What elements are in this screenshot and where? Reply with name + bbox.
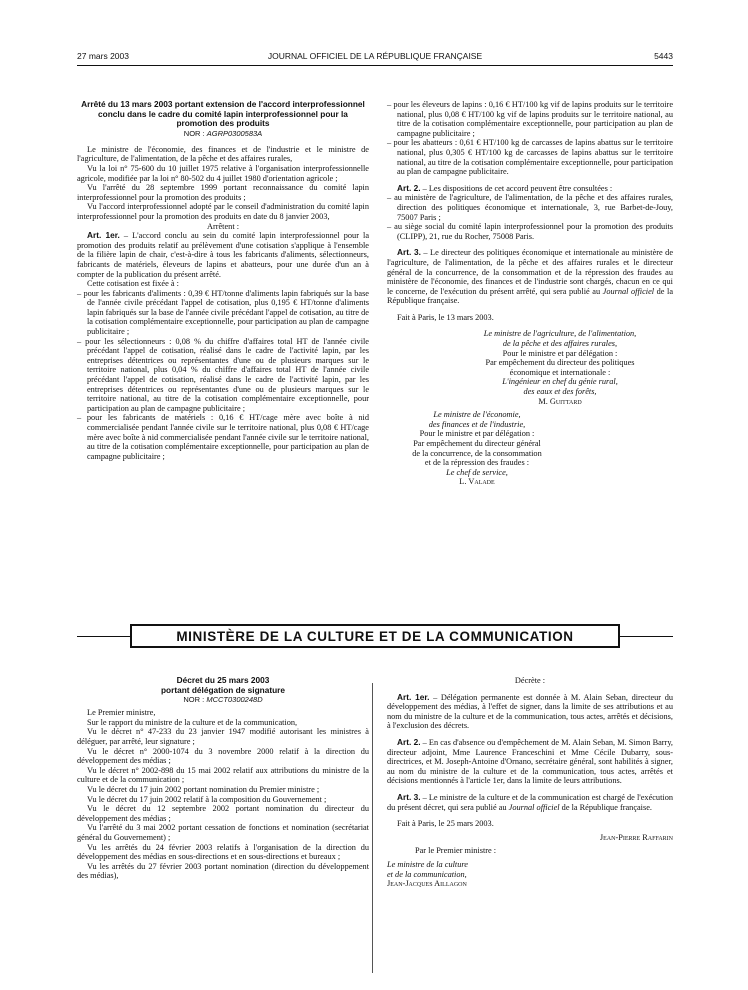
column-divider (372, 683, 373, 973)
decret-article-3: Art. 3. – Le ministre de la culture et de la communication est chargé de l'exécution du présent décret, qui sera publié au Journal officiel de la République française. (387, 791, 673, 812)
signature-block-agriculture: Le ministre de l'agriculture, de l'alimentation, de la pêche et des affaires rurales, Pour le ministre et par délégation : Par empêchement du directeur des politiques économique et internationale : L'ingénieur en chef du génie rural, des eaux et des forêts, M. Guittard (483, 329, 637, 406)
cotisation-item: – pour les sélectionneurs : 0,08 % du chiffre d'affaires total HT de l'année civile précédant l'appel de cotisation, réalisé dans le cadre de l'activité lapin, par les entreprises détentrices ou représentantes d'une ou de plusieurs marques sur le territoire national, plus 0,04 % du chiffre d'affaires total HT de l'année civile précédant l'appel de cotisation, réalisé dans le cadre de l'activité lapin, par les entreprises détentrices ou représentantes d'une ou de plusieurs marques sur le territoire national, au titre de la cotisation complémentaire exceptionnelle, pour participation au plan de campagne publicitaire ; (77, 336, 369, 413)
cotisation-item: – pour les fabricants de matériels : 0,16 € HT/cage mère avec boîte à nid commercialisée pendant l'année civile sur le territoire national, plus 0,08 € HT/cage mère avec boîte à nid commercialisée pendant l'année civile sur le territoire national, au titre de la cotisation complémentaire exceptionnelle, pour participation au plan de campagne publicitaire ; (77, 413, 369, 461)
header-rule (77, 65, 673, 66)
arrete-visa: Le ministre de l'économie, des finances et de l'industrie et le ministre de l'agriculture, de l'alimentation, de la pêche et des affaires rurales, (77, 144, 369, 164)
arrete-article-3: Art. 3. – Le directeur des politiques économique et internationale au ministère de l'agriculture, de l'alimentation, de la pêche et des affaires rurales et le directeur général de la concurrence, de la consommation et de la répression des fraudes au ministère de l'économie, des finances et de l'industrie sont chargés, chacun en ce qui le concerne, de l'exécution du présent arrêté, qui sera publié au Journal officiel de la République française. (387, 247, 674, 306)
decret-visa: Vu les arrêtés du 24 février 2003 relatifs à l'organisation de la direction du développement des médias en sous-directions et en sous-directions et bureaux ; (77, 842, 369, 862)
consultation-place: – au siège social du comité lapin interprofessionnel pour la promotion des produits (CLIPP), 21, rue du Rocher, 75008 Paris. (387, 222, 673, 241)
decret-visa: Vu le décret du 17 juin 2002 relatif à la composition du Gouvernement ; (87, 794, 327, 804)
decret-subtitle: portant délégation de signature (160, 684, 285, 695)
arrete-article-1: Art. 1er. – L'accord conclu au sein du comité lapin interprofessionnel pour la promotion des produits relatif au prélèvement d'une cotisation s'applique à l'ensemble de la filière lapin de chair, c'est-à-dire à tous les fabricants d'aliments, sélectionneurs, fabricants de matériels, éleveurs de lapins et abatteurs, pour une durée d'un an à compter de la publication du présent arrêté. (77, 230, 370, 279)
signature-block-economie: Le ministre de l'économie, des finances et de l'industrie, Pour le ministre et par délégation : Par empêchement du directeur général de la concurrence, de la consommation et de la répression des fraudes : Le chef de service, L. Valade (412, 410, 542, 487)
cotisation-item: – pour les fabricants d'aliments : 0,39 € HT/tonne d'aliments lapin fabriqués sur la base de l'année civile précédant l'appel de cotisation, plus 0,195 € HT/tonne d'aliments lapin fabriqués sur la base de l'année civile précédant l'appel de cotisation, au titre de la cotisation complémentaire exceptionnelle, pour participation au plan de campagne publicitaire ; (77, 288, 369, 337)
arrete-nor: NOR : AGRP0300583A (183, 128, 263, 138)
decret-visa: Vu le décret n° 47-233 du 23 janvier 1947 modifié autorisant les ministres à déléguer, par arrêté, leur signature ; (77, 727, 369, 746)
banner-rule-right (620, 636, 673, 637)
ministry-banner (130, 624, 620, 648)
cotisation-intro: Cette cotisation est fixée à : (87, 279, 179, 289)
cotisation-item: – pour les éleveurs de lapins : 0,16 € HT/100 kg vif de lapins produits sur le territoire national, plus 0,08 € HT/100 kg vif de lapins produits sur le territoire national, au titre de la cotisation complémentaire exceptionnelle, pour participation au plan de campagne publicitaire ; (387, 100, 673, 138)
decret-article-1: Art. 1er. – Délégation permanente est donnée à M. Alain Seban, directeur du développement des médias, à l'effet de signer, dans la limite de ses attributions et au nom du ministre de la culture et de la communication, tous actes, arrêtés et décisions, à l'exclusion des décrets. (387, 691, 673, 731)
arrete-visa: Vu l'accord interprofessionnel adopté par le conseil d'administration du comité lapin interprofessionnel pour la promotion des produits en date du 8 janvier 2003, (77, 202, 369, 221)
pm-signature: Jean-Pierre Raffarin (599, 832, 673, 842)
decret-visa: Vu les arrêtés du 27 février 2003 portant nomination (direction du développement des médias), (77, 861, 369, 881)
page-header (77, 51, 673, 65)
decret-visa: Vu le décret du 12 septembre 2002 portant nomination du directeur du développement des médias ; (77, 804, 369, 823)
decret-title: Décret du 25 mars 2003 (176, 675, 270, 685)
journal-title: JOURNAL OFFICIEL DE LA RÉPUBLIQUE FRANÇAISE (267, 51, 483, 61)
decret-left-column (77, 676, 369, 881)
decret-visa: Vu le décret n° 2002-898 du 15 mai 2002 relatif aux attributions du ministre de la culture et de la communication ; (77, 765, 369, 785)
decret-article-2: Art. 2. – En cas d'absence ou d'empêchement de M. Alain Seban, M. Simon Barry, directeur adjoint, Mme Laurence Franceschini et Mme Cécile Dubarry, sous-directrices, et M. Joseph-Antoine d'Ornano, secrétaire général, sont habilités à signer, au nom du ministre de la culture et de la communication, tous actes, arrêtés et décisions mentionnés à l'article 1er, dans la limite de leurs attributions. (387, 736, 674, 786)
decrete-label: Décrète : (514, 676, 546, 685)
decret-visa: Vu l'arrêté du 3 mai 2002 portant cessation de fonctions et nomination (secrétariat général du Gouvernement) ; (77, 823, 369, 842)
arrete-visa: Vu la loi n° 75-600 du 10 juillet 1975 relative à l'organisation interprofessionnelle agricole, modifiée par la loi n° 80-502 du 4 juillet 1980 d'orientation agricole ; (77, 163, 369, 183)
culture-minister-signature: Le ministre de la culture et de la communication, Jean-Jacques Aillagon (387, 859, 468, 889)
decret-visa: Sur le rapport du ministre de la culture et de la communication, (87, 717, 298, 727)
arrete-article-2: Art. 2. – Les dispositions de cet accord peuvent être consultées : (397, 182, 613, 193)
banner-rule-left (77, 636, 130, 637)
arrete-fait: Fait à Paris, le 13 mars 2003. (397, 312, 494, 322)
decret-visa: Vu le décret du 17 juin 2002 portant nomination du Premier ministre ; (87, 784, 320, 794)
arrete-title: Arrêté du 13 mars 2003 portant extension de l'accord interprofessionnel conclu dans le cadre du comité lapin interprofessionnel pour la promotion des produits (81, 99, 365, 129)
arrete-left-column (77, 100, 369, 461)
decret-visa: Vu le décret n° 2000-1074 du 3 novembre 2000 relatif à la direction du développement des médias ; (77, 746, 369, 766)
page-number: 5443 (654, 51, 673, 61)
consultation-place: – au ministère de l'agriculture, de l'alimentation, de la pêche et des affaires rurales, direction des politiques économique et internationale, 3, rue Barbet-de-Jouy, 75007 Paris ; (387, 193, 673, 222)
issue-date: 27 mars 2003 (77, 51, 129, 61)
par-premier-ministre: Par le Premier ministre : (415, 846, 497, 856)
cotisation-item: – pour les abatteurs : 0,61 € HT/100 kg de carcasses de lapins abattus sur le territoire national, plus 0,305 € HT/100 kg de carcasses de lapins abattus sur le territoire national, au titre de la cotisation complémentaire exceptionnelle, pour participation au plan de campagne publicitaire. (387, 138, 673, 177)
arrete-visa: Vu l'arrêté du 28 septembre 1999 portant reconnaissance du comité lapin interprofessionnel pour la promotion des produits ; (77, 183, 369, 202)
arrete-right-column (387, 100, 673, 487)
arretent-label: Arrêtent : (206, 221, 240, 231)
decret-fait: Fait à Paris, le 25 mars 2003. (397, 819, 494, 829)
decret-right-column (387, 676, 673, 889)
decret-nor: NOR : MCCT0300248D (183, 695, 263, 705)
decret-visa: Le Premier ministre, (87, 708, 156, 718)
ministry-title: MINISTÈRE DE LA CULTURE ET DE LA COMMUNICATION (176, 628, 574, 644)
